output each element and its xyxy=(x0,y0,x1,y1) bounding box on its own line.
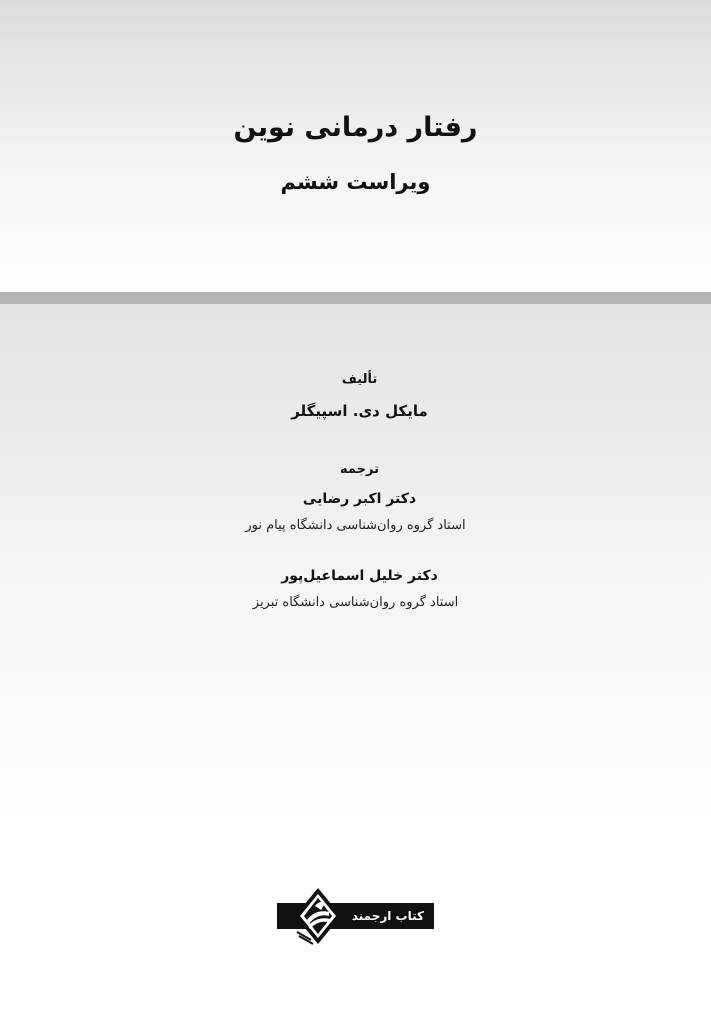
author-label: تألیف xyxy=(341,372,378,387)
translator-name: دکتر خلیل اسماعیل‌پور xyxy=(281,568,438,584)
translator-name: دکتر اکبر رضایی xyxy=(302,491,417,507)
book-quill-emblem-icon xyxy=(291,886,345,946)
book-title: رفتار درمانی نوین xyxy=(233,112,478,143)
edition-label: ویراست ششم xyxy=(280,170,431,194)
divider-band xyxy=(0,292,711,304)
translator-label: ترجمه xyxy=(340,462,379,477)
publisher-name: کتاب ارجمند xyxy=(351,909,424,923)
translator-affiliation: استاد گروه روان‌شناسی دانشگاه تبریز xyxy=(252,595,459,610)
author-name: مایکل دی. اسپیگلر xyxy=(291,402,428,420)
publisher-logo xyxy=(277,886,434,946)
translator-affiliation: استاد گروه روان‌شناسی دانشگاه پیام نور xyxy=(245,518,466,533)
